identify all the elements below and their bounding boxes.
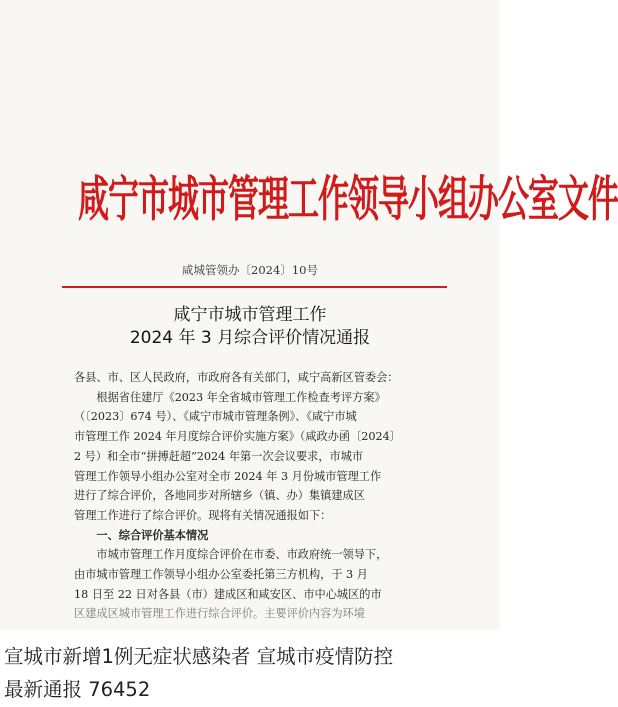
body-line: 18 日至 22 日对各县（市）建成区和咸安区、市中心城区的市 xyxy=(74,587,382,601)
document-number: 咸城管领办〔2024〕10号 xyxy=(182,263,318,277)
body-line: 各县、市、区人民政府，市政府各有关部门，咸宁高新区管委会： xyxy=(74,371,399,384)
body-line: 管理工作进行了综合评价。现将有关情况通报如下： xyxy=(74,508,332,522)
body-line: 进行了综合评价，各地同步对所辖乡（镇、办）集镇建成区 xyxy=(74,489,365,503)
body-line: 根据省住建厅《2023 年全省城市管理工作检查考评方案》 xyxy=(74,390,386,404)
red-divider-line xyxy=(62,286,447,288)
body-line: 市管理工作 2024 年月度综合评价实施方案》（咸政办函〔2024〕 xyxy=(74,430,401,444)
body-line: 市城市管理工作月度综合评价在市委、市政府统一领导下， xyxy=(74,548,388,562)
body-line: 管理工作领导小组办公室对全市 2024 年 3 月份城市管理工作 xyxy=(74,469,382,483)
caption-line1[interactable]: 宣城市新增1例无症状感染者 宣城市疫情防控 xyxy=(4,645,394,668)
caption-line2[interactable]: 最新通报 76452 xyxy=(4,678,151,701)
body-line: （〔2023〕674 号）、《咸宁市城市管理条例》、《咸宁市城 xyxy=(74,410,357,424)
document-title-line1: 咸宁市城市管理工作 xyxy=(173,305,327,325)
body-line: 区建成区城市管理工作进行综合评价。主要评价内容为环境 xyxy=(74,607,365,621)
article-caption[interactable] xyxy=(0,640,500,707)
section-heading: 一、综合评价基本情况 xyxy=(74,528,209,542)
body-line: 由市城市管理工作领导小组办公室委托第三方机构，于 3 月 xyxy=(74,568,368,582)
body-line: 2 号）和全市“拼搏赶超”2024 年第一次会议要求，市城市 xyxy=(74,449,364,463)
document-title-line2: 2024 年 3 月综合评价情况通报 xyxy=(129,328,371,348)
document-header: 咸宁市城市管理工作领导小组办公室文件 xyxy=(78,172,618,228)
document-body xyxy=(74,368,444,624)
